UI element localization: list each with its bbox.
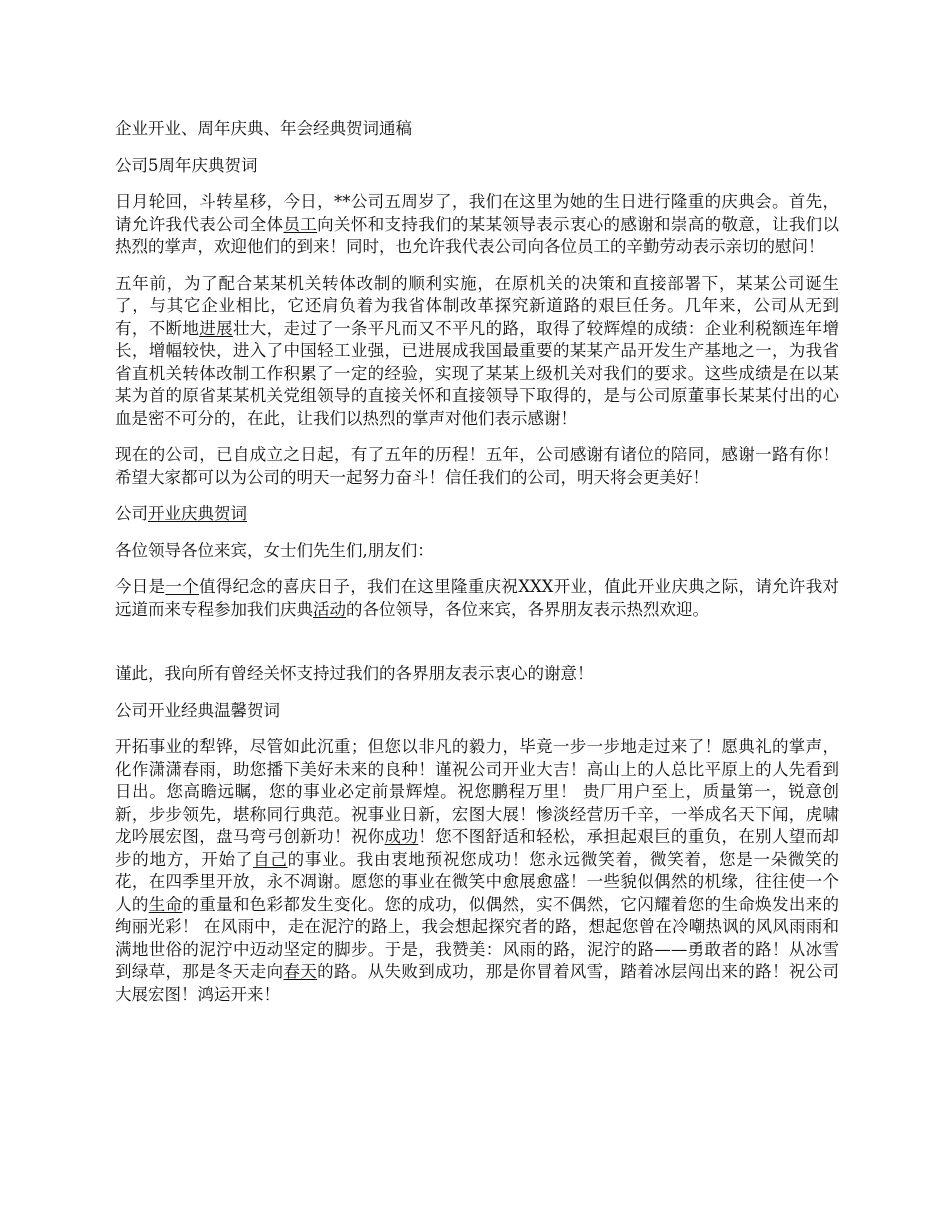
link-opening-ceremony[interactable]: 开业庆典贺词 [148,504,247,523]
paragraph-welcome [115,576,839,621]
text-segment: 的各位领导，各位来宾，各界朋友表示热烈欢迎。 [346,599,709,619]
section-heading-greetings: 公司开业经典温馨贺词 [115,700,280,720]
text-segment: ！您不图舒适和轻松，承担起艰巨的重负，在别人望而却步的地方，开始了 [115,827,840,869]
text-segment: 今日是 [115,577,166,596]
text-segment: 的路。从失败到成功，那是你冒着风雪，踏着冰层闯出来的路！祝公司大展宏图！鸿运开来！ [115,962,840,1004]
text-segment: 的重量和色彩都发生变化。您的成功，似偶然，实不偶然，它闪耀着您的生命焕发出来的绚丽光彩！ 在风雨中，走在泥泞的路上，我会想起探究者的路，想起您曾在冷嘲热讽的风风雨雨和满地世俗的泥泞中迈动坚定的脚步。于是，我赞美：风雨的路，泥泞的路——勇敢者的路！从冰雪到绿草，那是冬天走向 [115,894,840,981]
text-segment: 值得纪念的喜庆日子，我们在这里隆重庆祝XXX开业，值此开业庆典之际，请允许我对远道而来专程参加我们庆典 [115,577,840,619]
link-success[interactable]: 成功 [384,827,419,846]
section-heading-anniversary: 公司5周年庆典贺词 [115,155,258,175]
paragraph-opening [115,191,839,259]
link-spring[interactable]: 春天 [283,962,318,981]
text-segment: 向关怀和支持我们的某某领导表示衷心的感谢和崇高的敬意，让我们以热烈的掌声，欢迎他们的到来！同时，也允许我代表公司向各位员工的辛勤劳动表示亲切的慰问！ [115,214,840,256]
document-title: 企业开业、周年庆典、年会经典贺词通稿 [115,119,412,138]
text-segment: 壮大，走过了一条平凡而又不平凡的路，取得了较辉煌的成绩：企业利税额连年增长，增幅较快，进入了中国轻工业强，已进展成我国最重要的某某产品开发生产基地之一，为我省省直机关转体改制工作积累了一定的经验，实现了某某上级机关对我们的要求。这些成绩是在以某某为首的原省某某机关党组领导的直接关怀和直接领导下取得的，是与公司原董事长某某付出的心血是密不可分的，在此，让我们以热烈的掌声对他们表示感谢！ [115,318,840,428]
paragraph-blessings [115,736,839,1006]
text-segment: 的事业。我由衷地预祝您成功！您永远微笑着，微笑着，您是一朵微笑的花，在四季里开放，永不凋谢。愿您的事业在微笑中愈展愈盛！一些貌似偶然的机缘，往往使一个人的 [115,849,840,914]
link-employees[interactable]: 员工 [283,214,318,234]
link-self[interactable]: 自己 [253,849,288,869]
text-segment: 开拓事业的犁铧，尽管如此沉重；但您以非凡的毅力，毕竟一步一步地走过来了！愿典礼的掌声，化作潇潇春雨，助您播下美好未来的良种！谨祝公司开业大吉！高山上的人总比平原上的人先看到日出。您高瞻远瞩，您的事业必定前景辉煌。祝您鹏程万里！ 贵厂用户至上，质量第一，锐意创新，步步领先，堪称同行典范。祝事业日新，宏图大展！惨淡经营历千辛，一举成名天下闻，虎啸龙吟展宏图，盘马弯弓创新功！祝你 [115,737,839,846]
paragraph-greeting: 各位领导各位来宾，女士们先生们,朋友们： [115,540,434,560]
paragraph-history [115,273,839,431]
document-body [115,118,839,1020]
link-activity[interactable]: 活动 [313,599,346,619]
text-segment: 日月轮回，斗转星移，今日，**公司五周岁了，我们在这里为她的生日进行隆重的庆典会。首先，请允许我代表公司全体 [115,192,839,234]
paragraph-thanks: 谨此，我向所有曾经关怀支持过我们的各界朋友表示衷心的谢意！ [115,664,594,683]
text-segment: 公司 [115,504,148,523]
spacer [115,635,839,663]
paragraph-present: 现在的公司，已自成立之日起，有了五年的历程！五年，公司感谢有诸位的陪同，感谢一路有你！希望大家都可以为公司的明天一起努力奋斗！信任我们的公司，明天将会更美好！ [115,445,839,487]
text-segment: 五年前，为了配合某某机关转体改制的顺利实施，在原机关的决策和直接部署下，某某公司诞生了，与其它企业相比，它还肩负着为我省体制改革探究新道路的艰巨任务。几年来，公司从无到有，不断地 [115,273,839,338]
link-one[interactable]: 一个 [165,577,200,596]
link-development[interactable]: 进展 [199,318,233,338]
link-life[interactable]: 生命 [148,894,183,914]
section-heading-opening [115,503,839,526]
